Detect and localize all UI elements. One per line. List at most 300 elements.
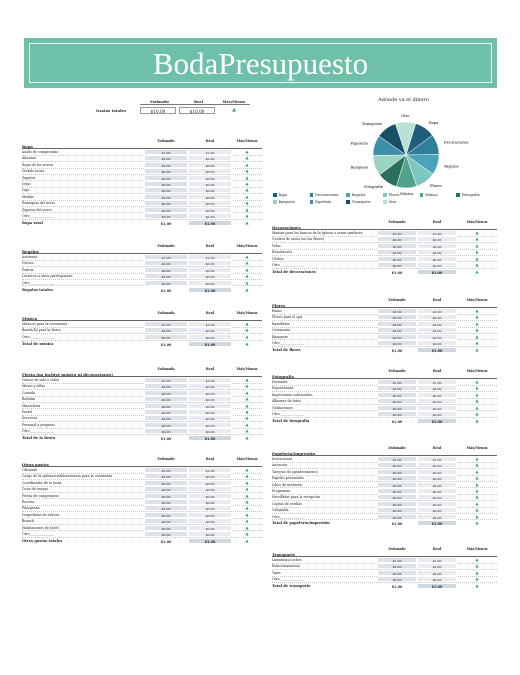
real-cell[interactable]: $0.00: [417, 256, 457, 262]
real-cell[interactable]: $0.00: [188, 505, 232, 511]
trend-up-icon: ▲: [475, 513, 479, 519]
row-label: Velas: [272, 243, 281, 248]
real-cell[interactable]: $1.00: [188, 377, 232, 383]
real-cell[interactable]: $0.00: [417, 262, 457, 268]
column-header-estimated: Estimado: [388, 547, 406, 551]
estimated-cell[interactable]: $0.00: [377, 405, 417, 411]
column-header-estimated: Estimado: [157, 244, 175, 248]
column-header-real: Real: [205, 311, 215, 315]
estimated-cell[interactable]: $0.00: [144, 155, 188, 161]
real-cell[interactable]: $0.00: [188, 390, 232, 396]
estimated-cell[interactable]: $0.00: [144, 200, 188, 206]
pie-label-3: Flores: [429, 184, 442, 189]
total-label: Total de decoraciones: [272, 269, 316, 274]
total-estimated: $1.00: [377, 520, 417, 526]
estimated-cell[interactable]: $0.00: [144, 486, 188, 492]
column-header-real: Real: [432, 220, 442, 224]
estimated-cell[interactable]: $0.00: [144, 473, 188, 479]
estimated-cell[interactable]: $1.00: [377, 379, 417, 385]
total-real: $1.00: [417, 347, 457, 353]
total-estimated: $1.00: [144, 435, 188, 441]
trend-up-icon: ▲: [245, 333, 249, 339]
row-label: Asistente: [22, 255, 38, 260]
total-label: Ropa total: [22, 220, 43, 225]
total-label: Regalos totales: [22, 287, 53, 292]
row-label: Otro_______________: [22, 213, 55, 218]
estimated-cell[interactable]: $1.00: [144, 321, 188, 327]
real-cell[interactable]: $0.00: [188, 175, 232, 181]
estimated-cell[interactable]: $0.00: [377, 469, 417, 475]
real-cell[interactable]: $1.00: [188, 149, 232, 155]
column-header-diff: Más/Menos: [236, 311, 258, 315]
total-label: Total de papelería/impresión: [272, 521, 330, 526]
pie-label-7: Papelería: [350, 141, 368, 146]
legend-swatch: [383, 193, 387, 197]
trend-up-icon: ▲: [475, 417, 479, 423]
real-cell[interactable]: $0.00: [188, 207, 232, 213]
estimated-cell[interactable]: $0.00: [144, 409, 188, 415]
real-cell[interactable]: $0.00: [188, 428, 232, 434]
pie-label-5: Fotografía: [364, 184, 383, 189]
trend-up-icon: ▲: [245, 421, 249, 427]
estimated-cell[interactable]: $0.00: [144, 512, 188, 518]
row-label: Zapatos: [22, 175, 36, 180]
row-label: Cargo de la iglesia/establecimiento para la ceremonia: [22, 474, 113, 479]
real-cell[interactable]: $0.00: [417, 249, 457, 255]
legend-label: Ropa: [278, 193, 288, 197]
real-cell[interactable]: $0.00: [188, 168, 232, 174]
trend-up-icon: ▲: [475, 230, 479, 236]
summary-row: [96, 105, 256, 115]
column-header-diff: Más/Menos: [236, 244, 258, 248]
column-header-estimated: Estimado: [157, 311, 175, 315]
real-cell[interactable]: $0.00: [188, 187, 232, 193]
estimated-cell[interactable]: $0.00: [144, 403, 188, 409]
real-cell[interactable]: $0.00: [188, 396, 232, 402]
estimated-cell[interactable]: $0.00: [144, 194, 188, 200]
total-real: $1.00: [188, 538, 232, 544]
estimated-cell[interactable]: $0.00: [377, 494, 417, 500]
estimated-cell[interactable]: $0.00: [377, 243, 417, 249]
estimated-cell[interactable]: $0.00: [144, 493, 188, 499]
estimated-cell[interactable]: $0.00: [377, 256, 417, 262]
real-cell[interactable]: $0.00: [417, 576, 457, 582]
real-cell[interactable]: $1.00: [188, 321, 232, 327]
estimated-cell[interactable]: $0.00: [144, 531, 188, 537]
estimated-cell[interactable]: $0.00: [144, 162, 188, 168]
estimated-cell[interactable]: $0.00: [377, 236, 417, 242]
real-cell[interactable]: $0.00: [417, 334, 457, 340]
estimated-cell[interactable]: $0.00: [377, 321, 417, 327]
real-cell[interactable]: $0.00: [188, 280, 232, 286]
column-header: [272, 368, 497, 373]
pie-label-8: Transporte: [361, 121, 383, 126]
row-label: Estacionamiento: [272, 564, 300, 569]
estimated-cell[interactable]: $0.00: [377, 507, 417, 513]
estimated-cell[interactable]: $1.00: [144, 254, 188, 260]
legend-swatch: [310, 193, 314, 197]
real-cell[interactable]: $0.00: [417, 327, 457, 333]
estimated-cell[interactable]: $0.00: [144, 175, 188, 181]
summary-header-estimated: Estimado: [140, 100, 179, 105]
legend-label: Flores: [388, 193, 400, 197]
legend-item: [273, 200, 310, 204]
estimated-cell[interactable]: $0.00: [377, 334, 417, 340]
legend-label: Papelería: [315, 200, 332, 204]
trend-up-icon: ▲: [245, 168, 249, 174]
estimated-cell[interactable]: $0.00: [377, 563, 417, 569]
column-header-estimated: Estimado: [388, 298, 406, 302]
trend-up-icon: ▲: [245, 511, 249, 517]
row-label: Ramilletes: [272, 321, 290, 326]
row-label: Personal y propinas: [22, 422, 55, 427]
trend-up-icon: ▲: [475, 346, 479, 352]
row-label: Impresiones adicionales: [272, 392, 313, 397]
real-cell[interactable]: $0.00: [417, 243, 457, 249]
real-cell[interactable]: $0.00: [188, 267, 232, 273]
real-cell[interactable]: $0.00: [188, 273, 232, 279]
trend-up-icon: ▲: [245, 340, 249, 346]
estimated-cell[interactable]: $0.00: [144, 428, 188, 434]
real-cell[interactable]: $0.00: [188, 334, 232, 340]
trend-up-icon: ▲: [475, 494, 479, 500]
estimated-cell[interactable]: $0.00: [377, 501, 417, 507]
estimated-cell[interactable]: $0.00: [144, 499, 188, 505]
section-title: Flores: [272, 303, 497, 309]
estimated-cell[interactable]: $0.00: [377, 482, 417, 488]
row-label: Cajitas de cerillas: [272, 501, 302, 506]
real-cell[interactable]: $0.00: [188, 383, 232, 389]
real-cell[interactable]: $1.00: [188, 254, 232, 260]
legend-label: Otro: [388, 200, 397, 204]
column-header-diff: Más/Menos: [466, 446, 488, 450]
row-label: Otro_______________: [272, 514, 305, 519]
legend-label: Decoraciones: [315, 193, 339, 197]
trend-up-icon: ▲: [245, 286, 249, 292]
real-cell[interactable]: $0.00: [417, 314, 457, 320]
column-header-real: Real: [205, 139, 215, 143]
real-cell[interactable]: $1.00: [417, 308, 457, 314]
row-label: Mesas y sillas: [22, 384, 46, 389]
real-cell[interactable]: $0.00: [417, 405, 457, 411]
estimated-cell[interactable]: $0.00: [377, 385, 417, 391]
row-label: Taxis: [272, 570, 281, 575]
real-cell[interactable]: $0.00: [188, 518, 232, 524]
row-label: Músicos para la ceremonia: [22, 322, 68, 327]
estimated-cell[interactable]: $0.00: [144, 390, 188, 396]
trend-up-icon: ▲: [475, 255, 479, 261]
estimated-cell[interactable]: $0.00: [144, 480, 188, 486]
row-label: Otro_______________: [272, 341, 305, 346]
summary-header-diff: Más/Menos: [218, 100, 250, 105]
estimated-cell[interactable]: $0.00: [144, 207, 188, 213]
legend-item: [346, 193, 383, 197]
real-cell[interactable]: $0.00: [188, 512, 232, 518]
legend-item: [310, 193, 347, 197]
estimated-cell[interactable]: $1.00: [377, 308, 417, 314]
real-cell[interactable]: $0.00: [417, 398, 457, 404]
estimated-cell[interactable]: $0.00: [144, 213, 188, 219]
real-cell[interactable]: $0.00: [188, 181, 232, 187]
estimated-cell[interactable]: $0.00: [377, 488, 417, 494]
budget-section: [272, 297, 497, 353]
total-label: Total de transporte: [272, 584, 311, 589]
real-cell[interactable]: $0.00: [188, 415, 232, 421]
row-label: Ceremonia: [272, 328, 291, 333]
estimated-cell[interactable]: $0.00: [377, 398, 417, 404]
estimated-cell[interactable]: $0.00: [144, 168, 188, 174]
real-cell[interactable]: $0.00: [417, 501, 457, 507]
trend-up-icon: ▲: [245, 402, 249, 408]
trend-up-icon: ▲: [475, 583, 479, 589]
estimated-cell[interactable]: $0.00: [377, 327, 417, 333]
real-cell[interactable]: $1.00: [417, 230, 457, 236]
estimated-cell[interactable]: $0.00: [377, 392, 417, 398]
estimated-cell[interactable]: $0.00: [144, 181, 188, 187]
real-cell[interactable]: $0.00: [188, 327, 232, 333]
total-label: Total de música: [22, 341, 54, 346]
estimated-cell[interactable]: $0.00: [144, 396, 188, 402]
estimated-cell[interactable]: $0.00: [144, 327, 188, 333]
budget-section: [22, 243, 262, 293]
estimated-cell[interactable]: $1.00: [377, 557, 417, 563]
row-label: Medias: [22, 194, 35, 199]
trend-up-icon: ▲: [475, 404, 479, 410]
total-label: Otros gastos totales: [22, 538, 63, 543]
chart-legend: [273, 193, 493, 204]
trend-up-icon: ▲: [245, 260, 249, 266]
row-label: Invitaciones: [272, 457, 293, 462]
section-title: Fotografía: [272, 374, 497, 380]
real-cell[interactable]: $0.00: [188, 486, 232, 492]
summary-real[interactable]: $10.00: [179, 107, 215, 114]
total-estimated: $1.00: [144, 287, 188, 293]
row-label: Vestido novia: [22, 169, 45, 174]
chart-title: Adónde va el dinero: [378, 97, 429, 103]
real-cell[interactable]: $1.00: [417, 379, 457, 385]
estimated-cell[interactable]: $0.00: [144, 273, 188, 279]
total-estimated: $1.00: [144, 538, 188, 544]
real-cell[interactable]: $0.00: [188, 403, 232, 409]
budget-section: [22, 138, 262, 226]
real-cell[interactable]: $0.00: [188, 155, 232, 161]
real-cell[interactable]: $0.00: [417, 507, 457, 513]
trend-up-icon: ▲: [475, 507, 479, 513]
column-header-estimated: Estimado: [157, 139, 175, 143]
estimated-cell[interactable]: $1.00: [377, 230, 417, 236]
real-cell[interactable]: $0.00: [188, 422, 232, 428]
total-row: [272, 269, 497, 275]
column-header-real: Real: [432, 369, 442, 373]
legend-item: [346, 200, 383, 204]
real-cell[interactable]: $0.00: [188, 409, 232, 415]
row-label: Espontáneas: [272, 386, 294, 391]
column-header-real: Real: [205, 367, 215, 371]
trend-up-icon: ▲: [475, 385, 479, 391]
trend-up-icon: ▲: [245, 327, 249, 333]
real-cell[interactable]: $1.00: [417, 557, 457, 563]
real-cell[interactable]: $0.00: [417, 482, 457, 488]
trend-up-icon: ▲: [245, 213, 249, 218]
section-title: Transporte: [272, 552, 497, 558]
legend-swatch: [273, 193, 277, 197]
estimated-cell[interactable]: $0.00: [377, 576, 417, 582]
row-label: Joyas: [22, 182, 31, 187]
real-cell[interactable]: $0.00: [417, 469, 457, 475]
real-cell[interactable]: $0.00: [188, 260, 232, 266]
estimated-cell[interactable]: $0.00: [377, 514, 417, 520]
column-header-real: Real: [205, 244, 215, 248]
column-header-diff: Más/Menos: [466, 220, 488, 224]
trend-up-icon: ▲: [475, 398, 479, 404]
trend-up-icon: ▲: [245, 531, 249, 536]
estimated-cell[interactable]: $0.00: [377, 570, 417, 576]
pie-label-4: Música: [399, 191, 414, 196]
real-cell[interactable]: $0.00: [417, 340, 457, 346]
real-cell[interactable]: $0.00: [417, 385, 457, 391]
row-label: Limusinas/coches: [272, 558, 302, 563]
trend-up-icon: ▲: [475, 308, 479, 314]
row-label: Novios: [22, 261, 34, 266]
budget-section: [22, 456, 262, 544]
real-cell[interactable]: $0.00: [188, 473, 232, 479]
real-cell[interactable]: $0.00: [417, 462, 457, 468]
pie-label-0: Ropa: [429, 121, 439, 126]
row-label: Anuncios: [272, 463, 288, 468]
real-cell[interactable]: $0.00: [417, 236, 457, 242]
total-estimated: $1.00: [377, 347, 417, 353]
trend-up-icon: ▲: [245, 409, 249, 415]
column-header: [22, 366, 262, 371]
column-header: [22, 138, 262, 143]
estimated-cell[interactable]: $0.00: [377, 262, 417, 268]
trend-up-icon: ▲: [475, 333, 479, 339]
estimated-cell[interactable]: $1.00: [377, 456, 417, 462]
section-title: Otros gastos: [22, 462, 262, 468]
real-cell[interactable]: $0.00: [188, 525, 232, 531]
estimated-cell[interactable]: $0.00: [377, 340, 417, 346]
real-cell[interactable]: $0.00: [417, 321, 457, 327]
estimated-cell[interactable]: $1.00: [144, 377, 188, 383]
trend-up-icon: ▲: [232, 107, 236, 113]
budget-section: [272, 219, 497, 275]
row-label: Otro_______________: [22, 531, 55, 536]
estimated-cell[interactable]: $0.00: [377, 475, 417, 481]
column-header: [22, 456, 262, 461]
estimated-cell[interactable]: $1.00: [144, 467, 188, 473]
real-cell[interactable]: $0.00: [417, 475, 457, 481]
legend-label: Transporte: [351, 200, 371, 204]
summary-label: Gastos totales: [96, 107, 127, 113]
summary-estimated[interactable]: $10.00: [140, 107, 176, 114]
real-cell[interactable]: $0.00: [417, 488, 457, 494]
trend-up-icon: ▲: [245, 377, 249, 383]
legend-item: [273, 193, 310, 197]
estimated-cell[interactable]: $0.00: [144, 267, 188, 273]
real-cell[interactable]: $0.00: [188, 213, 232, 219]
real-cell[interactable]: $0.00: [417, 411, 457, 417]
estimated-cell[interactable]: $0.00: [377, 411, 417, 417]
trend-up-icon: ▲: [245, 479, 249, 485]
estimated-cell[interactable]: $0.00: [144, 383, 188, 389]
trend-up-icon: ▲: [475, 327, 479, 333]
estimated-cell[interactable]: $0.00: [377, 314, 417, 320]
total-row: [272, 418, 497, 424]
estimated-cell[interactable]: $0.00: [144, 518, 188, 524]
title-banner: [24, 38, 497, 88]
estimated-cell[interactable]: $0.00: [144, 422, 188, 428]
legend-label: Música: [425, 193, 438, 197]
row-label: Otro_______________: [22, 429, 55, 434]
trend-up-icon: ▲: [245, 273, 249, 279]
estimated-cell[interactable]: $0.00: [144, 525, 188, 531]
budget-section: [22, 310, 262, 347]
real-cell[interactable]: $0.00: [188, 194, 232, 200]
row-label: Otro_______________: [272, 263, 305, 268]
estimated-cell[interactable]: $0.00: [144, 505, 188, 511]
summary-table: [96, 99, 256, 115]
row-label: Mantelería: [22, 403, 41, 408]
trend-up-icon: ▲: [475, 242, 479, 248]
real-cell[interactable]: $0.00: [188, 200, 232, 206]
real-cell[interactable]: $0.00: [188, 480, 232, 486]
row-label: Pilmijantis: [22, 506, 40, 511]
real-cell[interactable]: $1.00: [417, 456, 457, 462]
pie-label-2: Regalos: [444, 164, 459, 169]
trend-up-icon: ▲: [475, 500, 479, 506]
row-label: Ropa de los novios: [22, 162, 54, 167]
row-label: Despedidas de soltera: [22, 512, 59, 517]
total-real: $1.00: [188, 287, 232, 293]
trend-up-icon: ▲: [475, 563, 479, 569]
estimated-cell[interactable]: $0.00: [144, 260, 188, 266]
page-title: BodaPresupuesto: [152, 45, 369, 81]
real-cell[interactable]: $0.00: [417, 514, 457, 520]
estimated-cell[interactable]: $0.00: [377, 249, 417, 255]
estimated-cell[interactable]: $0.00: [144, 280, 188, 286]
estimated-cell[interactable]: $1.00: [144, 149, 188, 155]
total-row: [272, 347, 497, 353]
estimated-cell[interactable]: $0.00: [144, 415, 188, 421]
total-real: $1.00: [417, 583, 457, 589]
column-header-diff: Más/Menos: [236, 457, 258, 461]
estimated-cell[interactable]: $0.00: [144, 187, 188, 193]
row-label: Habitaciones de hotel: [22, 525, 59, 530]
real-cell[interactable]: $1.00: [188, 467, 232, 473]
real-cell[interactable]: $0.00: [188, 531, 232, 537]
trend-up-icon: ▲: [245, 181, 249, 187]
real-cell[interactable]: $0.00: [188, 162, 232, 168]
trend-up-icon: ▲: [245, 155, 249, 161]
estimated-cell[interactable]: $0.00: [144, 334, 188, 340]
real-cell[interactable]: $0.00: [417, 563, 457, 569]
budget-section: [22, 366, 262, 441]
column-header-estimated: Estimado: [157, 457, 175, 461]
real-cell[interactable]: $0.00: [417, 392, 457, 398]
trend-up-icon: ▲: [475, 411, 479, 417]
real-cell[interactable]: $0.00: [417, 494, 457, 500]
row-label: Bebidas: [22, 397, 36, 402]
section-title: Regalos: [22, 249, 262, 255]
real-cell[interactable]: $0.00: [188, 499, 232, 505]
real-cell[interactable]: $0.00: [417, 570, 457, 576]
trend-up-icon: ▲: [245, 499, 249, 505]
real-cell[interactable]: $0.00: [188, 493, 232, 499]
legend-swatch: [346, 200, 350, 204]
total-estimated: $1.00: [377, 269, 417, 275]
estimated-cell[interactable]: $0.00: [377, 462, 417, 468]
pie-label-1: Decoraciones: [443, 140, 469, 145]
